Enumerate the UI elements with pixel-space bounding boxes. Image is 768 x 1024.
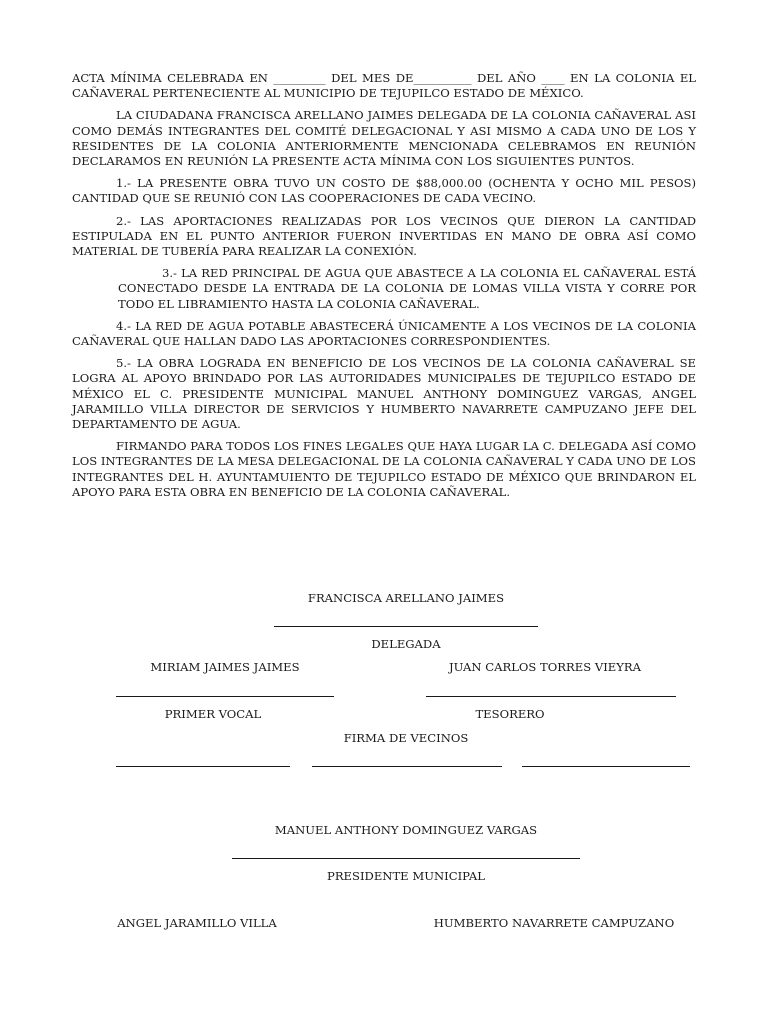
- point-4: 4.- LA RED DE AGUA POTABLE ABASTECERÁ ÚNICAMENTE A LOS VECINOS DE LA COLONIA CAÑAVERAL QUE HALLAN DADO LAS APORTACIONES CORRESPONDIENTES.: [72, 318, 696, 349]
- vecino-signature-line-3: [522, 766, 690, 767]
- closing-paragraph: FIRMANDO PARA TODOS LOS FINES LEGALES QUE HAYA LUGAR LA C. DELEGADA ASÍ COMO LOS INTEGRANTES DE LA MESA DELEGACIONAL DE LA COLONIA CAÑAVERAL Y CADA UNO DE LOS INTEGRANTES DEL H. AYUNTAMUIENTO DE TEJUPILCO ESTADO DE MÉXICO QUE BRINDARON EL APOYO PARA ESTA OBRA EN BENEFICIO DE LA COLONIA CAÑAVERAL.: [72, 439, 696, 499]
- delegada-title: DELEGADA: [371, 637, 441, 651]
- delegada-name: FRANCISCA ARELLANO JAIMES: [307, 591, 505, 605]
- jefe-name: HUMBERTO NAVARRETE CAMPUZANO: [433, 916, 675, 930]
- tesorero-name: JUAN CARLOS TORRES VIEYRA: [448, 660, 642, 674]
- vecino-signature-line-1: [116, 766, 290, 767]
- point-1: 1.- LA PRESENTE OBRA TUVO UN COSTO DE $88,000.00 (OCHENTA Y OCHO MIL PESOS) CANTIDAD QUE SE REUNIÓ CON LAS COOPERACIONES DE CADA VECINO.: [72, 176, 696, 206]
- intro-paragraph: ACTA MÍNIMA CELEBRADA EN _________ DEL MES DE__________ DEL AÑO ____ EN LA COLONIA EL CAÑAVERAL PERTENECIENTE AL MUNICIPIO DE TEJUPILCO ESTADO DE MÉXICO.: [72, 71, 696, 101]
- vocal-title: PRIMER VOCAL: [164, 707, 262, 721]
- point-5: 5.- LA OBRA LOGRADA EN BENEFICIO DE LOS VECINOS DE LA COLONIA CAÑAVERAL SE LOGRA AL APOYO BRINDADO POR LAS AUTORIDADES MUNICIPALES DE TEJUPILCO ESTADO DE MÉXICO EL C. PRESIDENTE MUNICIPAL MANUEL ANTHONY DOMINGUEZ VARGAS, ANGEL JARAMILLO VILLA DIRECTOR DE SERVICIOS Y HUMBERTO NAVARRETE CAMPUZANO JEFE DEL DEPARTAMENTO DE AGUA.: [72, 356, 696, 432]
- director-name: ANGEL JARAMILLO VILLA: [117, 916, 277, 930]
- vocal-signature-line: [116, 696, 334, 697]
- delegation-paragraph: LA CIUDADANA FRANCISCA ARELLANO JAIMES DELEGADA DE LA COLONIA CAÑAVERAL ASI COMO DEMÁS INTEGRANTES DEL COMITÉ DELEGACIONAL Y ASI MISMO A CADA UNO DE LOS Y RESIDENTES DE LA COLONIA ANTERIORMENTE MENCIONADA CELEBRAMOS EN REUNIÓN DECLARAMOS EN REUNIÓN LA PRESENTE ACTA MÍNIMA CON LOS SIGUIENTES PUNTOS.: [72, 108, 696, 169]
- document-body: [72, 71, 696, 500]
- tesorero-title: TESORERO: [475, 707, 545, 721]
- presidente-title: PRESIDENTE MUNICIPAL: [327, 869, 485, 883]
- vocal-name: MIRIAM JAIMES JAIMES: [150, 660, 300, 674]
- delegada-signature-line: [274, 626, 538, 627]
- tesorero-signature-line: [426, 696, 676, 697]
- point-3: 3.- LA RED PRINCIPAL DE AGUA QUE ABASTECE A LA COLONIA EL CAÑAVERAL ESTÁ CONECTADO DESDE LA ENTRADA DE LA COLONIA DE LOMAS VILLA VISTA Y CORRE POR TODO EL LIBRAMIENTO HASTA LA COLONIA CAÑAVERAL.: [118, 266, 696, 311]
- presidente-signature-line: [232, 858, 580, 859]
- point-2: 2.- LAS APORTACIONES REALIZADAS POR LOS VECINOS QUE DIERON LA CANTIDAD ESTIPULADA EN EL PUNTO ANTERIOR FUERON INVERTIDAS EN MANO DE OBRA ASÍ COMO MATERIAL DE TUBERÍA PARA REALIZAR LA CONEXIÓN.: [72, 213, 696, 259]
- presidente-name: MANUEL ANTHONY DOMINGUEZ VARGAS: [274, 823, 538, 837]
- vecino-signature-line-2: [312, 766, 502, 767]
- vecinos-label: FIRMA DE VECINOS: [343, 731, 469, 745]
